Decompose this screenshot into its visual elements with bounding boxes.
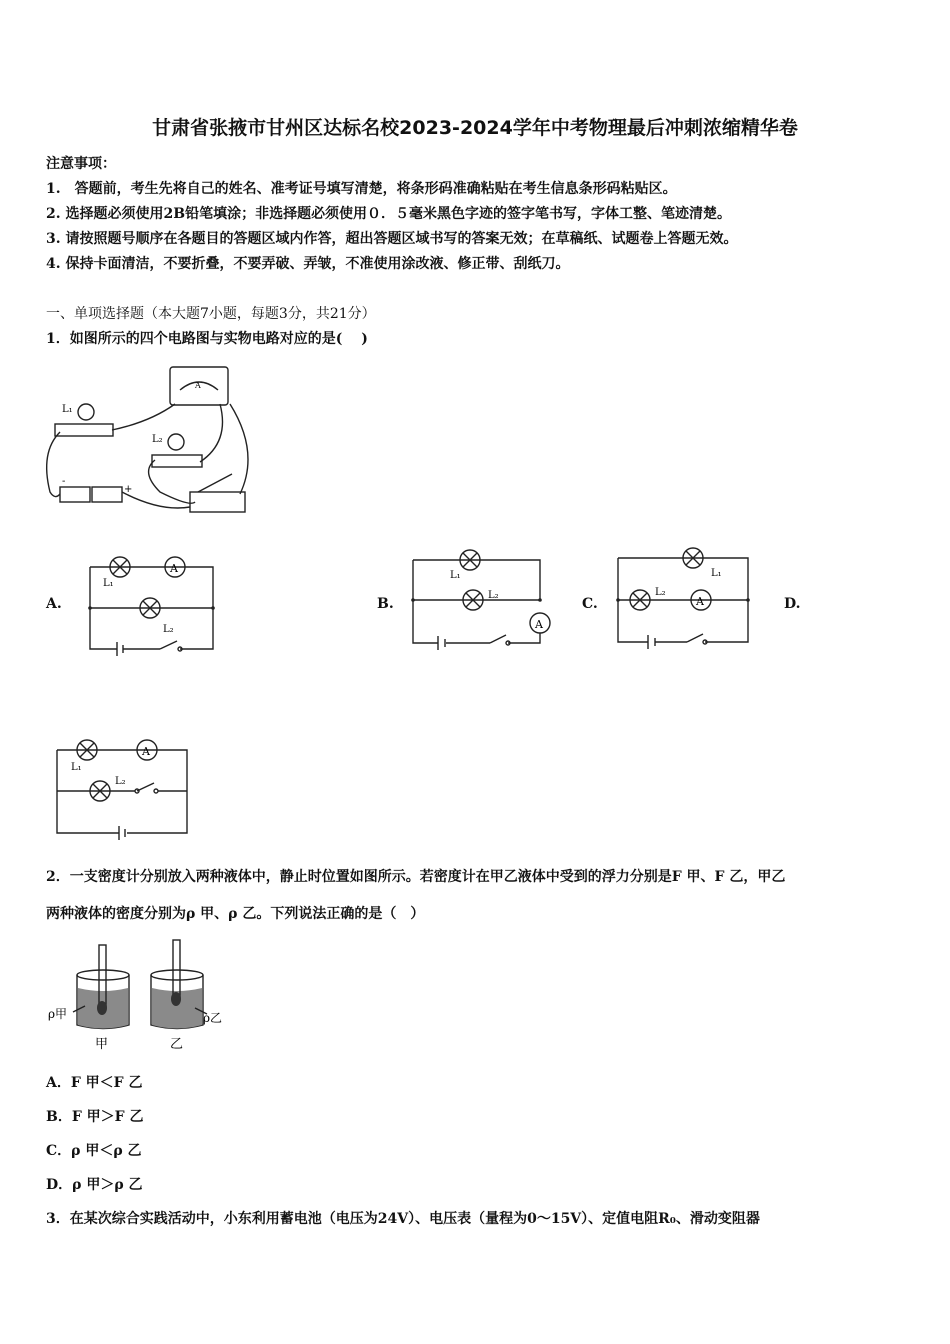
hydrometer-figure <box>45 940 235 1055</box>
cup-a-label: 甲 <box>95 1037 109 1052</box>
bulb-l1-label: L₁ <box>62 404 73 415</box>
question-2-stem-line1: 2．一支密度计分别放入两种液体中，静止时位置如图所示。若密度计在甲乙液体中受到的浮力分别是F 甲、F 乙，甲乙 <box>46 869 786 885</box>
l1-label: L₁ <box>450 570 461 581</box>
q1-option-d[interactable]: D. <box>784 596 801 612</box>
rho-b-label: ρ乙 <box>203 1011 223 1025</box>
l1-label: L₁ <box>103 578 114 589</box>
circuit-option-b <box>410 548 555 658</box>
bulb-l2-label: L₂ <box>152 434 163 445</box>
ammeter-symbol: A <box>170 562 178 575</box>
ammeter-icon <box>530 613 550 633</box>
q1-option-c[interactable]: C. <box>582 596 598 612</box>
l2-label: L₂ <box>655 587 666 598</box>
question-2-stem-line2: 两种液体的密度分别为ρ 甲、ρ 乙。下列说法正确的是（ ） <box>46 906 425 922</box>
ammeter-symbol: A <box>535 618 543 631</box>
l1-label: L₁ <box>711 568 722 579</box>
notice-item: 2. 选择题必须使用2B铅笔填涂；非选择题必须使用０．５毫米黑色字迹的签字笔书写，字体工整、笔迹清楚。 <box>46 206 732 222</box>
l1-label: L₁ <box>71 762 82 773</box>
q1-option-b[interactable]: B. <box>377 596 394 612</box>
question-1-stem: 1．如图所示的四个电路图与实物电路对应的是( ) <box>46 331 368 347</box>
circuit-option-d <box>55 738 195 838</box>
q1-option-a[interactable]: A. <box>46 596 62 612</box>
ammeter-symbol: A <box>142 745 150 758</box>
ammeter-label: A <box>195 381 201 390</box>
physical-circuit-figure <box>40 362 260 522</box>
l2-label: L₂ <box>115 776 126 787</box>
l2-label: L₂ <box>488 590 499 601</box>
battery-minus-label: - <box>62 476 66 487</box>
notice-item: 1. 答题前，考生先将自己的姓名、准考证号填写清楚，将条形码准确粘贴在考生信息条形码粘贴区。 <box>46 181 677 197</box>
question-3-stem: 3．在某次综合实践活动中，小东利用蓄电池（电压为24V）、电压表（量程为0～15V）、定值电阻R₀、滑动变阻器 <box>46 1211 760 1227</box>
circuit-option-a <box>85 552 220 657</box>
q2-option-a[interactable]: A．F 甲＜F 乙 <box>46 1075 143 1091</box>
notice-item: 3. 请按照题号顺序在各题目的答题区域内作答，超出答题区域书写的答案无效；在草稿纸、试题卷上答题无效。 <box>46 231 738 247</box>
q2-option-c[interactable]: C．ρ 甲＜ρ 乙 <box>46 1143 142 1159</box>
section-heading: 一、单项选择题（本大题7小题，每题3分，共21分） <box>46 306 376 322</box>
cup-b-label: 乙 <box>170 1037 184 1052</box>
battery-plus-label: + <box>124 484 133 495</box>
q2-option-d[interactable]: D．ρ 甲＞ρ 乙 <box>46 1177 143 1193</box>
rho-a-label: ρ甲 <box>48 1007 68 1021</box>
l2-label: L₂ <box>163 624 174 635</box>
ammeter-symbol: A <box>696 595 704 608</box>
page-title: 甘肃省张掖市甘州区达标名校2023-2024学年中考物理最后冲刺浓缩精华卷 <box>152 117 798 139</box>
notice-heading: 注意事项： <box>46 156 116 172</box>
q2-option-b[interactable]: B．F 甲＞F 乙 <box>46 1109 144 1125</box>
circuit-option-c <box>615 545 755 650</box>
notice-item: 4. 保持卡面清洁，不要折叠，不要弄破、弄皱，不准使用涂改液、修正带、刮纸刀。 <box>46 256 570 272</box>
